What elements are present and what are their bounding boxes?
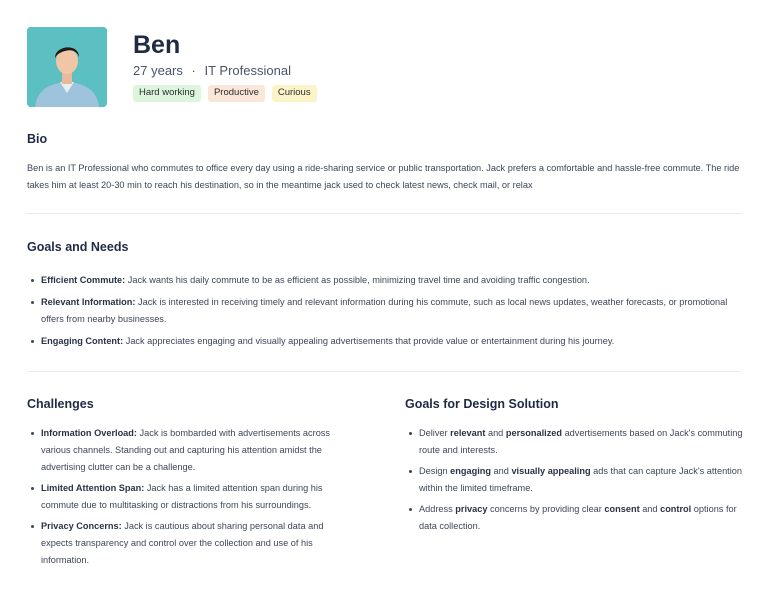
item-text: Jack wants his daily commute to be as efficient as possible, minimizing travel time and avoiding traffic congestion. [125,275,590,285]
challenges-heading: Challenges [27,397,94,411]
occupation: IT Professional [204,63,291,78]
trait-tags [133,85,317,102]
item-label: Privacy Concerns: [41,521,122,531]
design-goals-list [405,425,745,539]
meta-separator: · [191,63,196,78]
design-goals-heading: Goals for Design Solution [405,397,559,411]
list-item [27,333,741,350]
item-label: Relevant Information: [41,297,136,307]
item-text: Jack is cautious about sharing personal data and expects transparency and control over the collection and use of his information. [41,521,324,565]
avatar [27,27,107,107]
age-value: 27 [133,63,148,78]
bio-text: Ben is an IT Professional who commutes to office every day using a ride-sharing service or public transportation. Jack prefers a comfortable and hassle-free commute. The ride takes him at least 20-30 min to reach his destination, so in the meantime jack used to check latest news, check mail, or relax [27,163,740,190]
age-unit: years [151,63,183,78]
list-item [27,425,357,476]
list-item [27,480,357,514]
list-item [27,294,741,328]
list-item: Deliver relevant and personalized advertisements based on Jack's commuting route and interests. [405,425,745,459]
item-text: Jack has a limited attention span during his commute due to multitasking or distractions from his surroundings. [41,483,323,510]
list-item: Address privacy concerns by providing clear consent and control options for data collection. [405,501,745,535]
list-item [27,518,357,569]
item-label: Information Overload: [41,428,137,438]
item-text: Jack is interested in receiving timely and relevant information during his commute, such as local news updates, weather forecasts, or promotional offers from nearby businesses. [41,297,728,324]
item-text: Jack is bombarded with advertisements across various channels. Standing out and capturing his attention amidst the advertising clutter can be a challenge. [41,428,330,472]
trait-tag: Hard working [133,85,201,102]
profile-header [27,27,741,107]
section-divider [27,371,741,372]
list-item [27,272,741,289]
challenges-list [27,425,357,573]
list-item: Design engaging and visually appealing ads that can capture Jack's attention within the limited timeframe. [405,463,745,497]
goals-heading: Goals and Needs [27,240,129,254]
goals-list [27,272,741,355]
trait-tag: Productive [208,85,265,102]
item-label: Limited Attention Span: [41,483,145,493]
item-label: Engaging Content: [41,336,124,346]
item-label: Efficient Commute: [41,275,126,285]
section-divider [27,213,741,214]
trait-tag: Curious [272,85,317,102]
bio-heading: Bio [27,132,48,146]
persona-meta [133,63,291,79]
persona-name: Ben [133,31,181,59]
item-text: Jack appreciates engaging and visually appealing advertisements that provide value or entertainment during his journey. [123,336,615,346]
